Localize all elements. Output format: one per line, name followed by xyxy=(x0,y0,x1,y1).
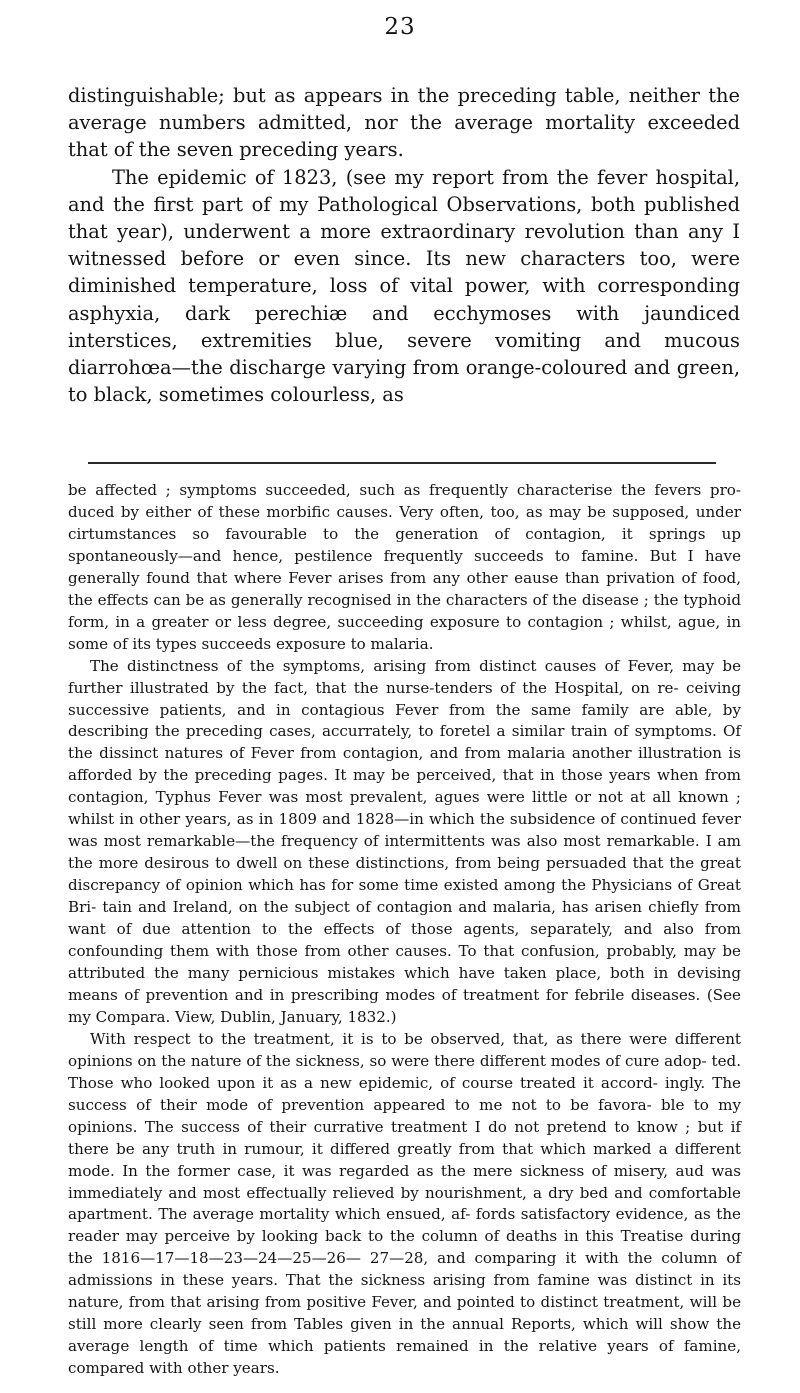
footnote-paragraph-3: With respect to the treatment, it is to be observed, that, as there were different opinions on the nature of the sickness, so were there different modes of cure adop- ted. Those who looked upon it as a new epidemic, of course treated it accord- ingly. The success of their mode of prevention appeared to me not to be favora- ble to my opinions. The success of their currative treatment I do not pretend to know ; but if there be any truth in rumour, it differed greatly from that which marked a different mode. In the former case, it was regarded as the mere sickness of misery, aud was immediately and most effectually relieved by nourishment, a dry bed and comfortable apartment. The average mortality which ensued, af- fords satisfactory evidence, as the reader may perceive by looking back to the column of deaths in this Treatise during the 1816—17—18—23—24—25—26— 27—28, and comparing it with the column of admissions in these years. That the sickness arising from famine was distinct in its nature, from that arising from positive Fever, and pointed to distinct treatment, will be still more clearly seen from Tables given in the annual Reports, which will show the average length of time which patients remained in the relative years of famine, compared with other years. xyxy=(68,1029,741,1378)
footnote xyxy=(68,480,741,1380)
main-paragraph-2: The epidemic of 1823, (see my report from the fever hospital, and the first part of my Pathological Observations, both published that year), underwent a more extraordinary revolution than any I witnessed before or even since. Its new characters too, were diminished temperature, loss of vital power, with corresponding asphyxia, dark perechiæ and ecchymoses with jaundiced interstices, extremities blue, severe vomiting and mucous diarrohœa—the discharge varying from orange-coloured and green, to black, sometimes colourless, as xyxy=(68,165,740,407)
footnote-paragraph-1: be affected ; symptoms succeeded, such as frequently characterise the fevers pro- duced by either of these morbific causes. Very often, too, as may be supposed, under cirtumstances so favourable to the generation of contagion, it springs up spontaneously—and hence, pestilence frequently succeeds to famine. But I have generally found that where Fever arises from any other eause than privation of food, the effects can be as generally recognised in the characters of the disease ; the typhoid form, in a greater or less degree, succeeding exposure to contagion ; whilst, ague, in some of its types succeeds exposure to malaria. xyxy=(68,481,741,653)
main-text xyxy=(68,82,740,408)
footnote-paragraph-2: The distinctness of the symptoms, arising from distinct causes of Fever, may be further illustrated by the fact, that the nurse-tenders of the Hospital, on re- ceiving successive patients, and in contagious Fever from the same family are able, by describing the preceding cases, accurrately, to foretel a similar train of symptoms. Of the dissinct natures of Fever from contagion, and from malaria another illustration is afforded by the preceding pages. It may be perceived, that in those years when from contagion, Typhus Fever was most prevalent, agues were little or not at all known ; whilst in other years, as in 1809 and 1828—in which the subsidence of continued fever was most remarkable—the frequency of intermittents was also most remarkable. I am the more desirous to dwell on these distinctions, from being persuaded that the great discrepancy of opinion which has for some time existed among the Physicians of Great Bri- tain and Ireland, on the subject of contagion and malaria, has arisen chiefly from want of due attention to the effects of those agents, separately, and also from confounding them with those from other causes. To that confusion, probably, may be attributed the many pernicious mistakes which have taken place, both in devising means of prevention and in prescribing modes of treatment for febrile diseases. (See my Compara. View, Dublin, January, 1832.) xyxy=(68,656,741,1026)
main-paragraph-1: distinguishable; but as appears in the preceding table, neither the average numbers admitted, nor the average mortality exceeded that of the seven preceding years. xyxy=(68,84,740,162)
footnote-divider xyxy=(88,462,716,464)
page-number: 23 xyxy=(384,14,416,40)
